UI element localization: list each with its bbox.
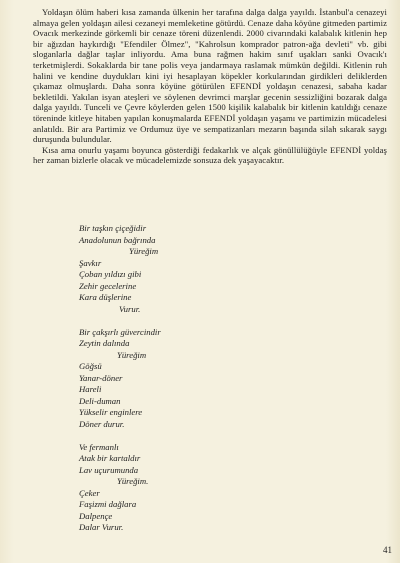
page-number: 41 — [383, 545, 392, 555]
poem-line: Atak bir kartaldır — [79, 453, 141, 463]
poem-line: Lav uçurumunda — [79, 464, 139, 475]
poem-line: Bir çakşırlı güvercindir — [79, 326, 161, 337]
poem-line: Zehir gecelerine — [79, 280, 137, 291]
poem-line: Anadolunun bağrında — [79, 234, 156, 245]
poem-line: Dalpençe — [79, 510, 113, 521]
poem-line: Yüreğim — [117, 349, 147, 360]
poem-line: Göğsü — [79, 361, 102, 371]
poem-line: Yüreğim — [129, 246, 159, 256]
poem-stanza — [79, 442, 299, 534]
poem-line: Hareli — [79, 384, 102, 394]
poem-line: Çoban yıldızı gibi — [79, 269, 142, 279]
poem-line: Dalar Vurur. — [79, 522, 124, 532]
poem-line: Şavkır — [79, 257, 102, 268]
poem-line: Kara düşlerine — [79, 292, 132, 302]
poem-line: Ve fermanlı — [79, 441, 119, 452]
poem-line: Yüreğim. — [117, 476, 149, 486]
poem-line: Yanar-döner — [79, 372, 123, 383]
poem-line: Yükselir enginlere — [79, 407, 143, 417]
poem-line: Bir taşkın çiçeğidir — [79, 223, 147, 233]
poem-line: Deli-duman — [79, 395, 121, 406]
poem — [79, 223, 299, 545]
poem-line: Zeytin dalında — [79, 338, 130, 348]
poem-line: Faşizmi dağlara — [79, 499, 137, 509]
poem-line: Vurur. — [119, 303, 141, 314]
body-text — [33, 7, 387, 166]
poem-stanza — [79, 223, 299, 315]
poem-line: Döner durur. — [79, 418, 125, 429]
paragraph-1: Yoldaşın ölüm haberi kısa zamanda ülkenin her tarafına dalga dalga yayıldı. İstanbul'a cenazeyi almaya gelen yoldaşın ailesi cezaneyi memleketine götürdü. Cenaze daha köyüne gitmeden partimiz Ovacık merkezinde görkemli bir cenaze töreni düzenlendi. 2000 civarındaki kalabalık kitlenin hep bir ağızdan haykırdığı "Efendiler Ölmez", "Kahrolsun komprador patron-ağa devleti" vb. gibi sloganlarla dağlar taşlar inliyordu. Ama buna rağmen hakim sınıf uşakları sanki Ovacık'ı terketmişlerdi. Sokaklarda bir tane polis veya jandarmaya raslamak mümkün değildi. Kitlenin ruh halini ve kendine duydukları kini iyi hesaplayan köpekler korkularından girdikleri deliklerden çıkamaz olmuşlardı. Daha sonra köyüne götürülen EFENDİ yoldaşın cenazesi, sabaha kadar bekletildi. Yakılan isyan ateşleri ve söylenen devrimci marşlar gecenin sessizliğini bozarak dalga dalga yayıldı. Tunceli ve Çevre köylerden gelen 1500 kişilik kalabalık bir kitlenin katıldığı cenaze töreninde kitleye hitaben yapılan konuşmalarda EFENDİ yoldaşın yaşamı ve partimizin mücadelesi anlatıldı. Bir ara Partimiz ve Ordumuz üye ve sempatizanları mezarın başında silah sıkarak saygı duruşunda bulundular. — [33, 7, 387, 145]
paragraph-2: Kısa ama onurlu yaşamı boyunca gösterdiği fedakarlık ve alçak gönüllülüğüyle EFENDİ yoldaş her zaman bizlerle olacak ve mücadelemizde sonsuza dek yaşayacaktır. — [33, 144, 387, 166]
poem-stanza — [79, 327, 299, 431]
poem-line: Çeker — [79, 487, 100, 498]
